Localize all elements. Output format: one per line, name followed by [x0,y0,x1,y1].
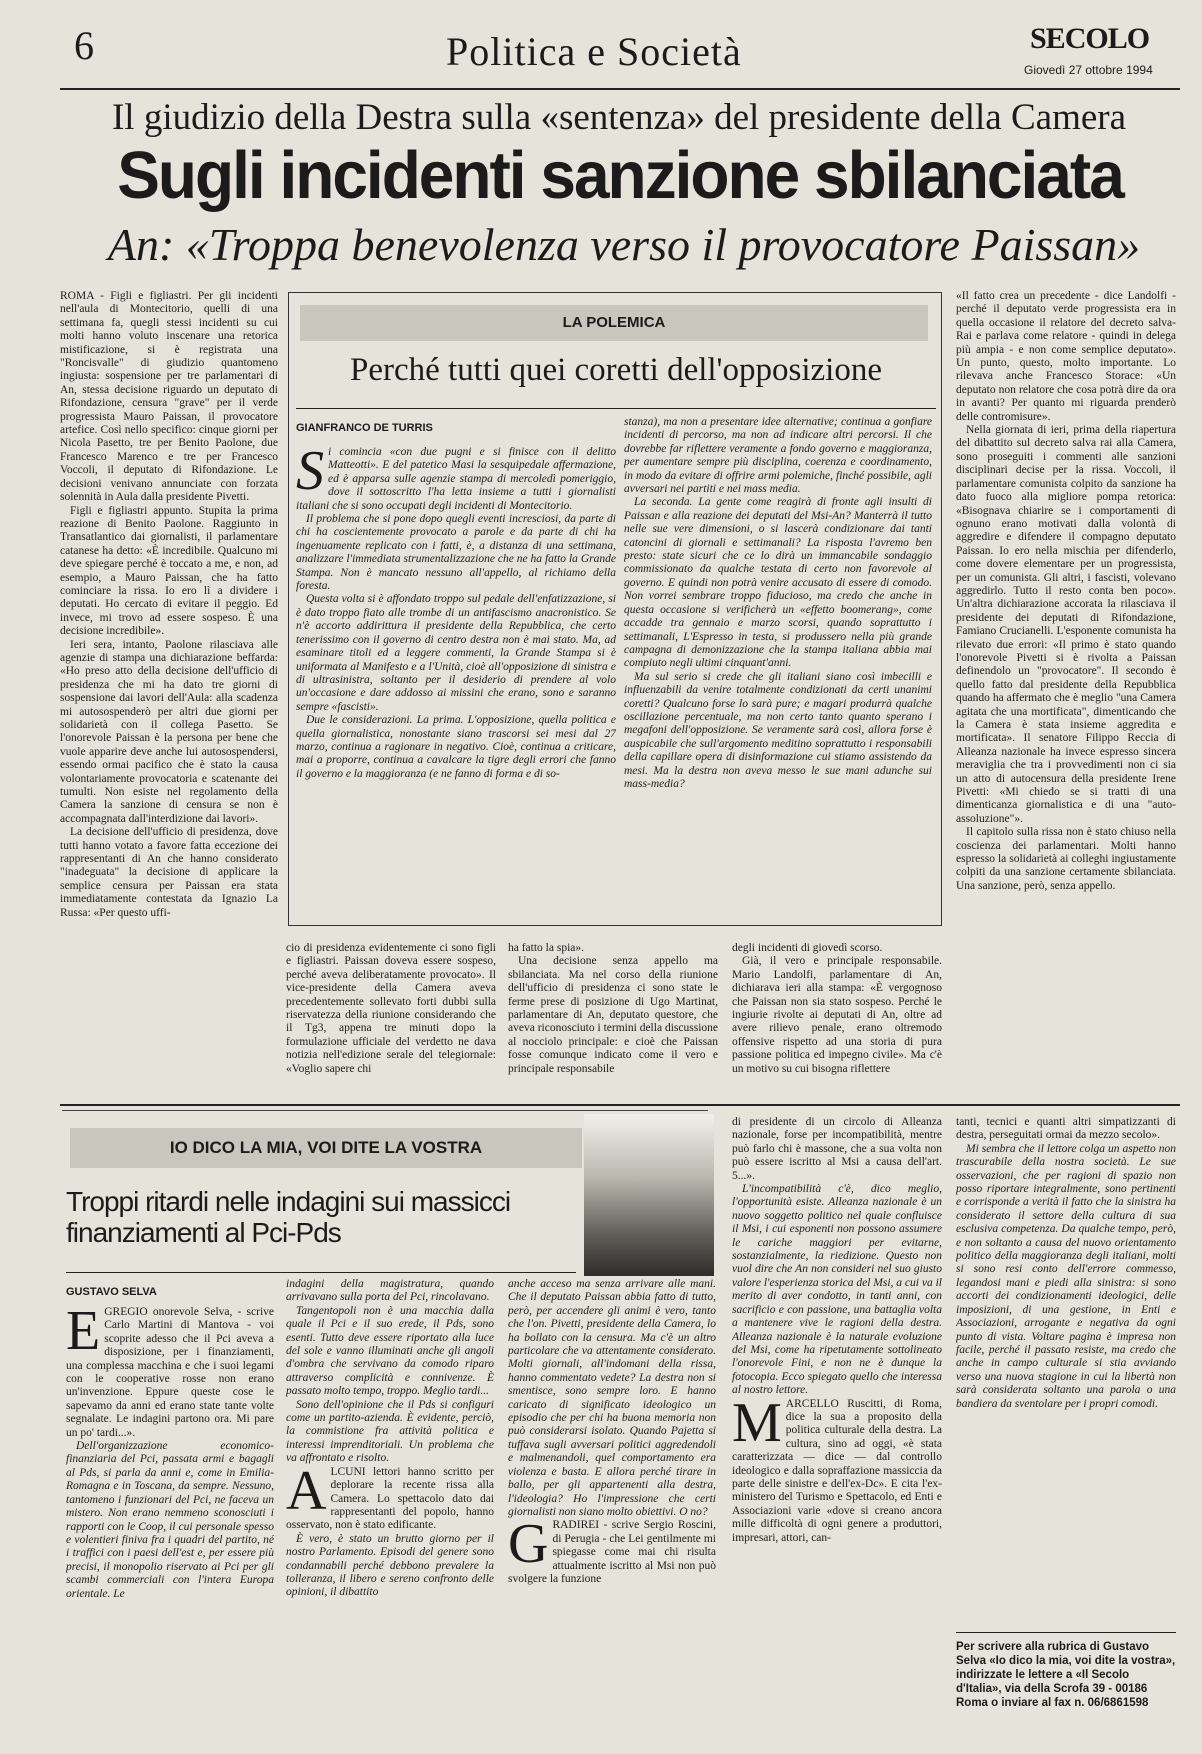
paragraph: Già, il vero e principale responsabile. Mario Landolfi, parlamentare di An, dichiarava ieri alla stampa: «È vergognoso che Paissan non sia stato sospeso. Perché le ingiurie rivolte ai deputati di An, oltre ad avere rilievo penale, erano oltremodo offensive rispetto ad una storia di pura passione politica ed impegno civile». Ma c'è un motivo su cui bisogna riflettere [732,955,942,1075]
rubrica-column-2 [286,1278,494,1750]
article-column-1 [60,290,278,1082]
paragraph: tanti, tecnici e quanti altri simpatizzanti di destra, perseguitati ormai da mezzo secolo». [956,1116,1176,1142]
paragraph: Nella giornata di ieri, prima della riapertura del dibattito sul decreto salva rai alla Camera, sono proseguiti i commenti alle sanzioni disciplinari decise per la rissa. Voccoli, il parlamentare comunista colpito da sanzione ha dato fuoco alla migliore pompa retorica: «Bisognava chiarire se i comportamenti di ognuno erano motivati dalla volontà di aggredire e difendere il compagno deputato Paissan. Io ero nella mischia per difenderlo, come dovere elementare per un progressista, per un comunista. Gli altri, i fascisti, volevano aggredirlo. Tutto il resto conta ben poco». Un'altra dichiarazione accorata la rilasciava il presidente dei deputati di Rifondazione, Famiano Crucianelli. L'esponente comunista ha rilevato due errori: «Il primo è stato quando l'onorevole Pivetti si è rivolta a Paissan definendolo un "provocatore". Il secondo è quello fatto dal presidente della Repubblica quando ha affermato che è meglio "una Camera agitata che una mortificata", dimenticando che la Camera è stata insieme aggredita e mortificata». Il senatore Filippo Reccia di Alleanza nazionale ha invece espresso sincera meraviglia che tra i provvedimenti non ci sia un atto di autocensura della presidente Irene Pivetti: «Mi chiedo se si tratti di una dimenticanza giornalistica e di una "auto-assoluzione"». [956,424,1176,825]
mail-instructions: Per scrivere alla rubrica di Gustavo Selva «Io dico la mia, voi dite la vostra», indirizzate le lettere a «Il Secolo d'Italia», via della Scrofa 39 - 00186 Roma o inviare al fax n. 06/6861598 [956,1641,1176,1709]
rubrica-column-4 [732,1116,942,1750]
paragraph: «Il fatto crea un precedente - dice Landolfi - perché il deputato verde progressista era in quella occasione il relatore del decreto salva-Rai e parlava come relatore - quindi in delega più ampia - e non come semplice deputato». Un punto, questo, molto importante. Lo rilevava anche Francesco Storace: «Un deputato non relatore che cosa potrà dire da ora in avanti? Per quanto mi riguarda prenderò delle contromisure». [956,290,1176,423]
rubrica-title: Troppi ritardi nelle indagini sui massicci finanziamenti al Pci-Pds [66,1186,511,1248]
polemica-column-left [296,446,616,920]
polemica-title-rule [296,408,936,409]
subheadline: An: «Troppa benevolenza verso il provocatore Paissan» [107,219,1141,270]
main-headline: Sugli incidenti sanzione sbilanciata [117,137,1123,213]
paragraph: anche acceso ma senza arrivare alle mani. Che il deputato Paissan abbia fatto di tutto, però, per accendere gli animi è vero, tanto che l'on. Pivetti, presidente della Camera, lo ha bollato con la censura. Ma c'è un altro particolare che va attentamente considerato. Molti giornali, all'indomani della rissa, hanno commentato vedete? La destra non si smentisce, sono sempre loro. E hanno caricato di significato ideologico un episodio che per chi ha buona memoria non può considerarsi isolato. Quando Pajetta si tuffava sugli avversari politici aggredendoli e malmenandoli, quel comportamento era violenza e basta. E allora perché tirare in ballo, per gli appartenenti alla destra, l'ideologia? Ho l'impressione che certi giornalisti non siano molto obiettivi. O no? [508,1278,716,1518]
paragraph: LCUNI lettori hanno scritto per deplorare la recente rissa alla Camera. Lo spettacolo dato dai rappresentanti del popolo, hanno osservato, non è stato edificante. [286,1465,494,1532]
paragraph: degli incidenti di giovedì scorso. [732,942,883,954]
paragraph: di presidente di un circolo di Alleanza nazionale, forse per incompatibilità, mentre può farlo chi è massone, che a sua volta non può essere iscritto al Msi a causa dell'art. 5...». [732,1116,942,1182]
paragraph: Mi sembra che il lettore colga un aspetto non trascurabile della nostra società. Le sue osservazioni, che per ragioni di spazio non posso riportare integralmente, sono pertinenti e corrisponde a verità il fatto che la sinistra ha considerato il settore della cultura di sua esclusiva competenza. Da qualche tempo, però, e non soltanto a causa del nuovo orientamento politico della maggioranza degli italiani, molti si sono resi conto dell'errore commesso, legandosi mani e piedi alla sinistra: si sono accorti dei condizionamenti ideologici, delle imposizioni, di una gestione, in Enti e Associazioni, arrogante e negativa da ogni punto di vista. Voltare pagina è impresa non facile, perché il passato resiste, ma credo che anche in campo culturale si stia avviando verso una nuova stagione in cui la libertà non sarà considerata soltanto una parola o una bandiera da sventolare per i propri comodi. [956,1142,1176,1410]
paragraph: Una decisione senza appello ma sbilanciata. Ma nel corso della riunione dell'ufficio di presidenza ci sono state le ferme prese di posizione di Ugo Martinat, parlamentare di An, deputato questore, che aveva riconosciuto i termini della discussione al nocciolo principale: e cioè che Paissan fosse comunque indicato come il vero e principale responsabile [508,955,718,1075]
paragraph: Ma sul serio si crede che gli italiani siano così imbecilli e influenzabili da venire totalmente condizionati da certi unanimi coretti? Qualcuno forse lo sarà pure; e magari produrrà qualche oscillazione percentuale, ma non certo tanto quanto sperano i megafoni dell'opposizione. Se veramente sarà così, allora forse è auspicabile che sull'argomento meditino soprattutto i responsabili della capillare opera di disinformazione cui stiamo assistendo da mesi. Ma la destra non aveva messo le sue mani adunche sui mass-media? [624,670,932,790]
paragraph: Il problema che si pone dopo quegli eventi incresciosi, da parte di chi ha coscientemente provocato a parole e da parte di chi ha ingenuamente replicato con i fatti, è, a distanza di una settimana, analizzare l'immediata strumentalizzazione che ne ha fatto la Grande Stampa. Non è mancato nessuno all'appello, al richiamo della foresta. [296,513,616,593]
rubrica-column-1 [66,1306,274,1750]
paragraph: La decisione dell'ufficio di presidenza, dove tutti hanno votato a favore fatta eccezione dei rappresentanti di An che hanno considerato "inadeguata" la decisione di applicare la semplice censura per Paissan era stata immediatamente contestata da Ignazio La Russa: «Per questo uffi- [60,826,278,919]
paragraph: ha fatto la spia». [508,942,585,954]
mail-rule [956,1632,1176,1633]
dropcap: S [296,446,324,502]
polemica-tag: LA POLEMICA [300,305,928,341]
paragraph: cio di presidenza evidentemente ci sono figli e figliastri. Paissan doveva essere sospeso, perché aveva deliberatamente provocato». Il vice-presidente della Camera aveva precedentemente sollevato forti dubbi sulla riservatezza della riunione considerando che il Tg3, appena tre minuti dopo la formulazione ufficiale del verdetto ne dava notizia nell'edizione serale del telegiornale: «Voglio sapere chi [286,942,496,1075]
dropcap: E [66,1306,101,1362]
article-column-4 [732,942,942,1082]
polemica-column-right [624,416,932,920]
paragraph: indagini della magistratura, quando arrivavano sulla porta del Pci, rincolavano. [286,1278,494,1304]
paragraph: Ieri sera, intanto, Paolone rilasciava alle agenzie di stampa una dichiarazione beffarda: «Ho preso atto della decisione dell'ufficio di presidenza che mi ha dato tre giorni di sospensione dai lavori dell'Aula: alla scadenza mi autosospenderò per altri due giorni per solidarietà con il collega Pasetto. Se l'onorevole Paissan è la persona per bene che vuole apparire deve anche lui autosospendersi, essendo ormai pacifico che è stato la causa volontariamente provocatoria e scatenante dei tumulti. Non esiste nel regolamento della Camera la sanzione di censura se non è accompagnata dall'interdizione dai lavori». [60,638,278,825]
paragraph: L'incompatibilità c'è, dico meglio, l'opportunità esiste. Alleanza nazionale è un nuovo soggetto politico nel quale confluisce il Msi, i cui esponenti non possono assumere le cariche maggiori per evitarne, sostanzialmente, la riedizione. Questo non vuol dire che An non consideri nel suo giusto valore l'esperienza storica del Msi, a cui va il merito di aver condotto, in tanti anni, con sacrificio e con passione, una battaglia volta a mantenere vive le ragioni della destra. Alleanza nazionale è la naturale evoluzione del Msi, come ha ripetutamente sottolineato l'onorevole Fini, e non ne è dunque la fotocopia. Ecco spiegato quello che interessa al nostro lettore. [732,1183,942,1397]
rubrica-column-5 [956,1116,1176,1624]
header-rule [60,88,1180,90]
paragraph: È vero, è stato un brutto giorno per il nostro Parlamento. Episodi del genere sono condannabili perché debbono prevalere la tolleranza, il libero e sereno confronto delle opinioni, il dibattito [286,1532,494,1599]
paragraph: Figli e figliastri appunto. Stupita la prima reazione di Benito Paolone. Raggiunto in Transatlantico dai giornalisti, il parlamentare catanese ha detto: «È incredibile. Qualcuno mi deve spiegare perché è toccato a me, e non, ad esempio, a Mauro Paissan, che ha fatto cominciare la rissa. Io ero lì a dividere i deputati. Ho cercato di evitare il peggio. Ed invece, mi trovo ad essere sospeso. È una decisione incredibile». [60,504,278,638]
paragraph: stanza), ma non a presentare idee alternative; continua a gonfiare incidenti di percorso, ma non ad indicare altri percorsi. Il che dovrebbe far riflettere veramente a fondo governo e maggioranza, per aumentare sempre più disciplina, coerenza e coordinamento, in modo da evitare di offrire armi polemiche, finché possibile, agli avversari nei partiti e nei mass media. [624,416,932,496]
paragraph: GREGIO onorevole Selva, - scrive Carlo Martini di Mantova - voi scoprite adesso che il Pci aveva a disposizione, per i finanziamenti, una complessa macchina e che i suoi legami con le cooperative rosse non erano un'invenzione. Eppure queste cose le sapevamo da anni ed erano state tante volte segnalate. Le indagini partono ora. Mi pare un po' tardi...». [66,1306,274,1439]
rubrica-column-3 [508,1278,716,1750]
author-photo [584,1114,714,1276]
paragraph: Il capitolo sulla rissa non è stato chiuso nella coscienza dei parlamentari. Molti hanno espresso la solidarietà ai colleghi ingiustamente colpiti da una sanzione certamente sbilanciata. Una sanzione, però, senza appello. [956,826,1176,892]
paragraph: Dell'organizzazione economico-finanziaria del Pci, passata armi e bagagli al Pds, si parla da anni e, come in Emilia-Romagna e in Toscana, da sempre. Nessuno, tantomeno i funzionari del Pci, ne faceva un mistero. Non erano nemmeno sconosciuti i rapporti con le Coop, il cui personale spesso e volentieri finiva fra i quadri del partito, né i traffici con i paesi dell'est e, per essere più precisi, il monopolio riservato ai Pci per gli scambi commerciali con l'intera Europa orientale. Le [66,1440,274,1600]
paragraph: i comincia «con due pugni e si finisce con il delitto Matteotti». E del patetico Masi la sesquipedale affermazione, ed è apparsa sulle agenzie stampa di mercoledì pomeriggio, dove il sottoscritto l'ha letta insieme a tutti i giornalisti italiani che si sono occupati degli incidenti di Montecitorio. [296,446,616,512]
article-column-2 [286,942,496,1082]
rubrica-byline: GUSTAVO SELVA [66,1286,157,1298]
dropcap: M [732,1391,782,1454]
kicker: Il giudizio della Destra sulla «sentenza» del presidente della Camera [111,97,1127,138]
paragraph: Tangentopoli non è una macchia dalla quale il Pci e il suo erede, il Pds, sono esenti. Tutto deve essere riportato alla luce del sole e vanno illuminati anche gli angoli d'ombra che servivano da comodo riparo attraverso complicità e connivenze. È passato molto tempo, troppo. Meglio tardi... [286,1304,494,1398]
section-title: Politica e Società [446,29,742,74]
issue-date: Giovedì 27 ottobre 1994 [1024,63,1153,77]
paragraph: ARCELLO Ruscitti, di Roma, dice la sua a proposito della politica culturale della destra. La cultura, sino ad oggi, «è stata caratterizzata — dice — dal controllo ideologico e dalla sopraffazione massiccia da parte delle sinistre e dell'ex-Dc». E cita l'ex-ministero del Turismo e Spettacolo, ed Enti e Associazioni varie «dove si creano ancora mille difficoltà di ogni genere a produttori, impresari, attori, can- [732,1397,942,1544]
newspaper-logo: SECOLO [1030,22,1150,55]
polemica-byline: GIANFRANCO DE TURRIS [296,422,433,434]
rubrica-title-rule [66,1272,576,1273]
dropcap: G [508,1513,549,1576]
paragraph: RADIREI - scrive Sergio Roscini, di Perugia - che Lei gentilmente mi spiegasse come mai chi risulta attualmente iscritto al Msi non può svolgere la funzione [508,1519,716,1585]
article-column-3 [508,942,718,1082]
polemica-title: Perché tutti quei coretti dell'opposizione [350,352,882,388]
paragraph: La seconda. La gente come reagirà di fronte agli insulti di Paissan e alla reazione dei deputati del Msi-An? Manterrà il tutto nelle sue vere dimensioni, o si lascerà condizionare dai tanti catoncini di giornali e settimanali? La risposta l'avremo ben presto: state sicuri che ce lo dirà un immancabile sondaggio commissionato da qualche testata di certo non favorevole al governo. E quindi non potrà venire accusato di essere di comodo. Non vorrei sembrare troppo fiducioso, ma credo che anche in questa occasione si verificherà un «effetto boomerang», come accadde tra gennaio e marzo scorsi, quando soprattutto i settimanali, L'Espresso in testa, si produssero nella più grande campagna di demonizzazione che la stampa italiana abbia mai compiuto negli ultimi cinquant'anni. [624,496,932,670]
dropcap: A [286,1459,327,1522]
paragraph: Due le considerazioni. La prima. L'opposizione, quella politica e quella giornalistica, nonostante siano trascorsi sei mesi dal 27 marzo, continua a ragionare in negativo. Cioè, continua a criticare, mai a proporre, continua a cavalcare la tigre degli errori che fanno il governo e la maggioranza (e ne fanno di forma e di so- [296,714,616,780]
paragraph: Questa volta si è affondato troppo sul pedale dell'enfatizzazione, si è dato troppo fiato alle trombe di un antifascismo anacronistico. Se n'è accorto addirittura il presidente della Repubblica, che certo tenerissimo con il governo di centro destra non è mai stato. Ma, ad esaminare titoli ed a leggere commenti, la Grande Stampa si è uniformata al Manifesto e a l'Unità, cioè all'opposizione di sinistra e di ultrasinistra, soltanto per il desiderio di prendere al volo un'occasione e dare addosso ai missini che erano, sono e saranno sempre «fascisti». [296,593,616,713]
page-number: 6 [74,23,94,68]
paragraph: ROMA - Figli e figliastri. Per gli incidenti nell'aula di Montecitorio, quelli di una settimana fa, quegli stessi incidenti su cui molti hanno voluto inscenare una retorica mistificazione, si è registrata una "Roncisvalle" di giudizio quantomeno ingiusta: sospensione per tre parlamentari di An, stessa decisione riguardo un deputato di Rifondazione, censura "grave" per il verde progressista Mauro Paissan, il provocatore artefice. Così nello specifico: cinque giorni per Nicola Pasetto, tre per Benito Paolone, due Francesco Marenco e tre per Francesco Voccoli, il deputato di Rifondazione. Le decisioni venivano annunciate con forzata solennità in Aula dalla presidente Pivetti. [60,290,278,504]
article-column-5 [956,290,1176,1082]
rubrica-tag: IO DICO LA MIA, VOI DITE LA VOSTRA [70,1128,582,1168]
paragraph: Sono dell'opinione che il Pds si configuri come un partito-azienda. È evidente, perciò, la commistione fra attività politica e interessi imprenditoriali. Un problema che va affrontato e risolto. [286,1398,494,1465]
rubrica-top-rule [60,1104,1180,1106]
